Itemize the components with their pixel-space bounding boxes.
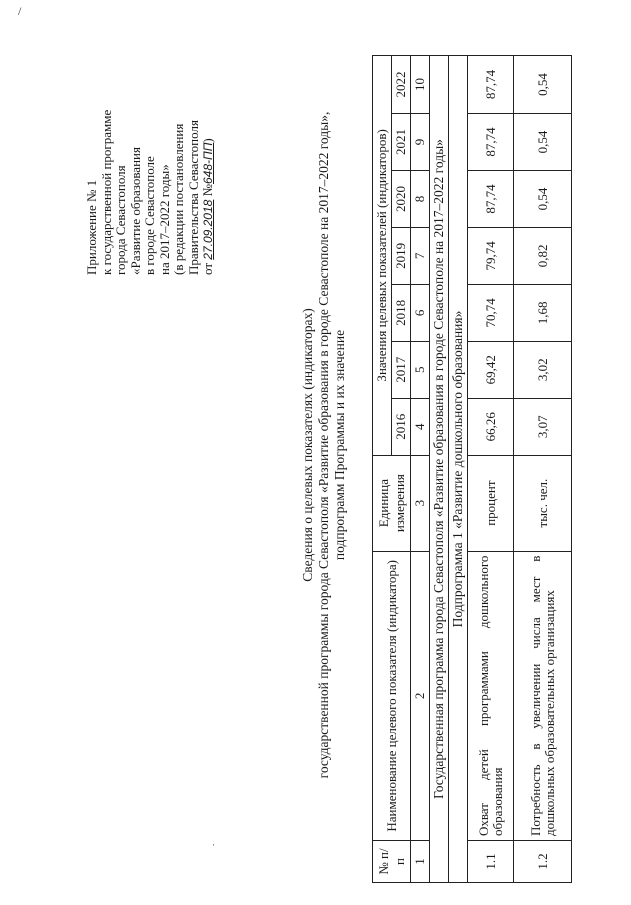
title-line-1: Сведения о целевых показателях (индикаторах)	[300, 308, 315, 582]
row-value: 3,02	[514, 341, 572, 398]
appendix-line: в городе Севастополе	[142, 156, 157, 275]
row-value: 79,74	[468, 227, 514, 284]
index-cell: 2	[411, 551, 430, 840]
row-name: Потребность в увеличении числа мест в дошкольных образовательных организациях	[514, 551, 572, 840]
row-unit: тыс. чел.	[514, 455, 572, 551]
handwritten-date: 27.09.2018	[201, 199, 215, 260]
table-row	[514, 56, 572, 883]
index-cell: 6	[411, 284, 430, 341]
header-num: № п/п	[373, 841, 411, 883]
row-value: 87,74	[468, 114, 514, 171]
indicators-table	[372, 55, 572, 883]
index-cell: 8	[411, 170, 430, 227]
scan-artifact-mark: /	[18, 4, 22, 18]
header-values-group: Значения целевых показателей (индикаторов)	[373, 56, 392, 456]
title-line-2: государственной программы города Севастополя «Развитие образования в городе Севастополе на 2017–2022 годы»,	[316, 111, 331, 779]
appendix-line: на 2017–2022 годы»	[156, 164, 172, 275]
index-row	[411, 56, 430, 883]
from-prefix: от	[200, 262, 215, 275]
row-value: 0,82	[514, 227, 572, 284]
index-cell: 9	[411, 114, 430, 171]
subprogram-title-row	[449, 56, 468, 883]
appendix-line: к государственной программе	[98, 109, 114, 275]
program-title-row	[430, 56, 449, 883]
row-value: 69,42	[468, 341, 514, 398]
row-value: 70,74	[468, 284, 514, 341]
index-cell: 3	[411, 455, 430, 551]
row-value: 0,54	[514, 170, 572, 227]
document-title	[300, 45, 348, 845]
row-num: 1.2	[514, 841, 572, 883]
row-value: 66,26	[468, 398, 514, 455]
row-value: 0,54	[514, 56, 572, 114]
header-name: Наименование целевого показателя (индикатора)	[373, 551, 411, 840]
program-title: Государственная программа города Севастополя «Развитие образования в городе Севастополе на 2017–2022 годы»	[430, 56, 449, 883]
row-value: 87,74	[468, 170, 514, 227]
row-name: Охват детей программами дошкольного образования	[468, 551, 514, 840]
handwritten-number: 648-ПП	[201, 142, 215, 185]
row-unit: процент	[468, 455, 514, 551]
appendix-block	[85, 15, 216, 275]
appendix-line: Приложение № 1	[84, 179, 99, 275]
header-year: 2019	[392, 227, 411, 284]
header-year: 2016	[392, 398, 411, 455]
number-prefix: №	[200, 184, 215, 197]
subprogram-title: Подпрограмма 1 «Развитие дошкольного образования»	[449, 56, 468, 883]
row-value: 87,74	[468, 56, 514, 114]
index-cell: 4	[411, 398, 430, 455]
scan-artifact-mark: ·	[212, 840, 215, 850]
row-value: 0,54	[514, 114, 572, 171]
table-row	[468, 56, 514, 883]
index-cell: 10	[411, 56, 430, 114]
row-value: 3,07	[514, 398, 572, 455]
row-num: 1.1	[468, 841, 514, 883]
index-cell: 7	[411, 227, 430, 284]
header-year: 2022	[392, 56, 411, 114]
appendix-line: Правительства Севастополя	[185, 120, 201, 275]
closing-paren: )	[200, 138, 215, 143]
appendix-line: «Развитие образования	[127, 147, 143, 275]
appendix-line: (в редакции постановления	[171, 123, 186, 275]
header-row	[373, 56, 392, 883]
row-value: 1,68	[514, 284, 572, 341]
header-year: 2021	[392, 114, 411, 171]
header-unit: Единица измерения	[373, 455, 411, 551]
header-year: 2017	[392, 341, 411, 398]
index-cell: 1	[411, 841, 430, 883]
title-line-3: подпрограмм Программы и их значение	[332, 329, 347, 561]
index-cell: 5	[411, 341, 430, 398]
header-year: 2018	[392, 284, 411, 341]
appendix-line: города Севастополя	[113, 165, 128, 275]
appendix-date-line	[201, 15, 216, 275]
header-year: 2020	[392, 170, 411, 227]
